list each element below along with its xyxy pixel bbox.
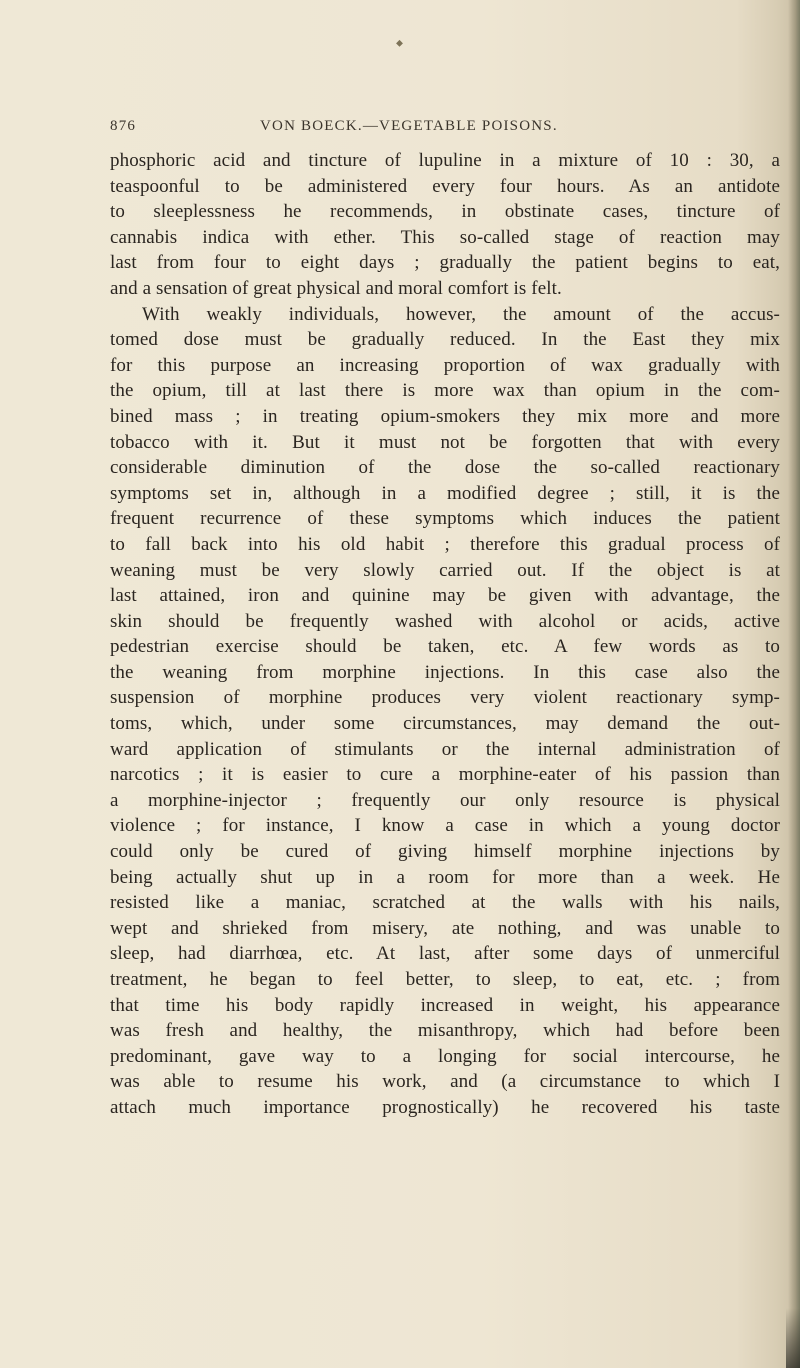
text-line: suspension of morphine produces very violent reactionary symp- [110,687,780,709]
text-line: frequent recurrence of these symptoms which induces the patient [110,508,780,530]
body-text [110,148,780,1121]
text-line: narcotics ; it is easier to cure a morphine-eater of his passion than [110,764,780,786]
ornament-mark: ⬥ [396,38,403,49]
text-line: last from four to eight days ; gradually the patient begins to eat, [110,252,780,274]
text-line: violence ; for instance, I know a case in which a young doctor [110,815,780,837]
page-edge-shadow [788,0,800,1368]
text-line: predominant, gave way to a longing for social intercourse, he [110,1045,780,1067]
text-line: bined mass ; in treating opium-smokers they mix more and more [110,405,780,427]
text-line: pedestrian exercise should be taken, etc. A few words as to [110,636,780,658]
text-line: last attained, iron and quinine may be given with advantage, the [110,585,780,607]
text-line: to sleeplessness he recommends, in obstinate cases, tincture of [110,201,780,223]
text-line: the opium, till at last there is more wax than opium in the com- [110,380,780,402]
text-line: and a sensation of great physical and moral comfort is felt. [110,277,562,299]
text-line: skin should be frequently washed with alcohol or acids, active [110,610,780,632]
text-line: the weaning from morphine injections. In this case also the [110,661,780,683]
text-line: weaning must be very slowly carried out. If the object is at [110,559,780,581]
text-line: considerable diminution of the dose the so-called reactionary [110,457,780,479]
text-line: for this purpose an increasing proportion of wax gradually with [110,354,780,376]
text-line: sleep, had diarrhœa, etc. At last, after some days of unmerciful [110,943,780,965]
text-line: resisted like a maniac, scratched at the walls with his nails, [110,892,780,914]
text-line: treatment, he began to feel better, to sleep, to eat, etc. ; from [110,969,780,990]
text-line: was fresh and healthy, the misanthropy, which had before been [110,1020,780,1042]
text-line: could only be cured of giving himself morphine injections by [110,841,780,863]
text-line: ward application of stimulants or the internal administration of [110,738,780,760]
page-number: 876 [110,118,137,134]
page-corner-shadow [786,1308,800,1368]
text-line: With weakly individuals, however, the amount of the accus- [142,303,780,325]
text-line: wept and shrieked from misery, ate nothing, and was unable to [110,917,780,939]
text-line: tomed dose must be gradually reduced. In the East they mix [110,329,780,351]
text-line: symptoms set in, although in a modified degree ; still, it is the [110,482,780,504]
text-line: being actually shut up in a room for more than a week. He [110,866,780,888]
text-line: was able to resume his work, and (a circumstance to which I [110,1071,780,1093]
text-line: to fall back into his old habit ; therefore this gradual process of [110,533,780,555]
text-line: that time his body rapidly increased in weight, his appearance [110,994,780,1016]
text-line: a morphine-injector ; frequently our only resource is physical [110,789,780,811]
running-head: VON BOECK.—VEGETABLE POISONS. [260,118,558,134]
text-line: teaspoonful to be administered every four hours. As an antidote [110,175,780,197]
text-line: toms, which, under some circumstances, may demand the out- [110,713,780,735]
page-header [110,116,690,142]
text-line: cannabis indica with ether. This so-called stage of reaction may [110,226,780,248]
text-line: tobacco with it. But it must not be forgotten that with every [110,431,780,453]
text-line: phosphoric acid and tincture of lupuline in a mixture of 10 : 30, a [110,150,780,171]
text-line: attach much importance prognostically) he recovered his taste [110,1096,780,1118]
